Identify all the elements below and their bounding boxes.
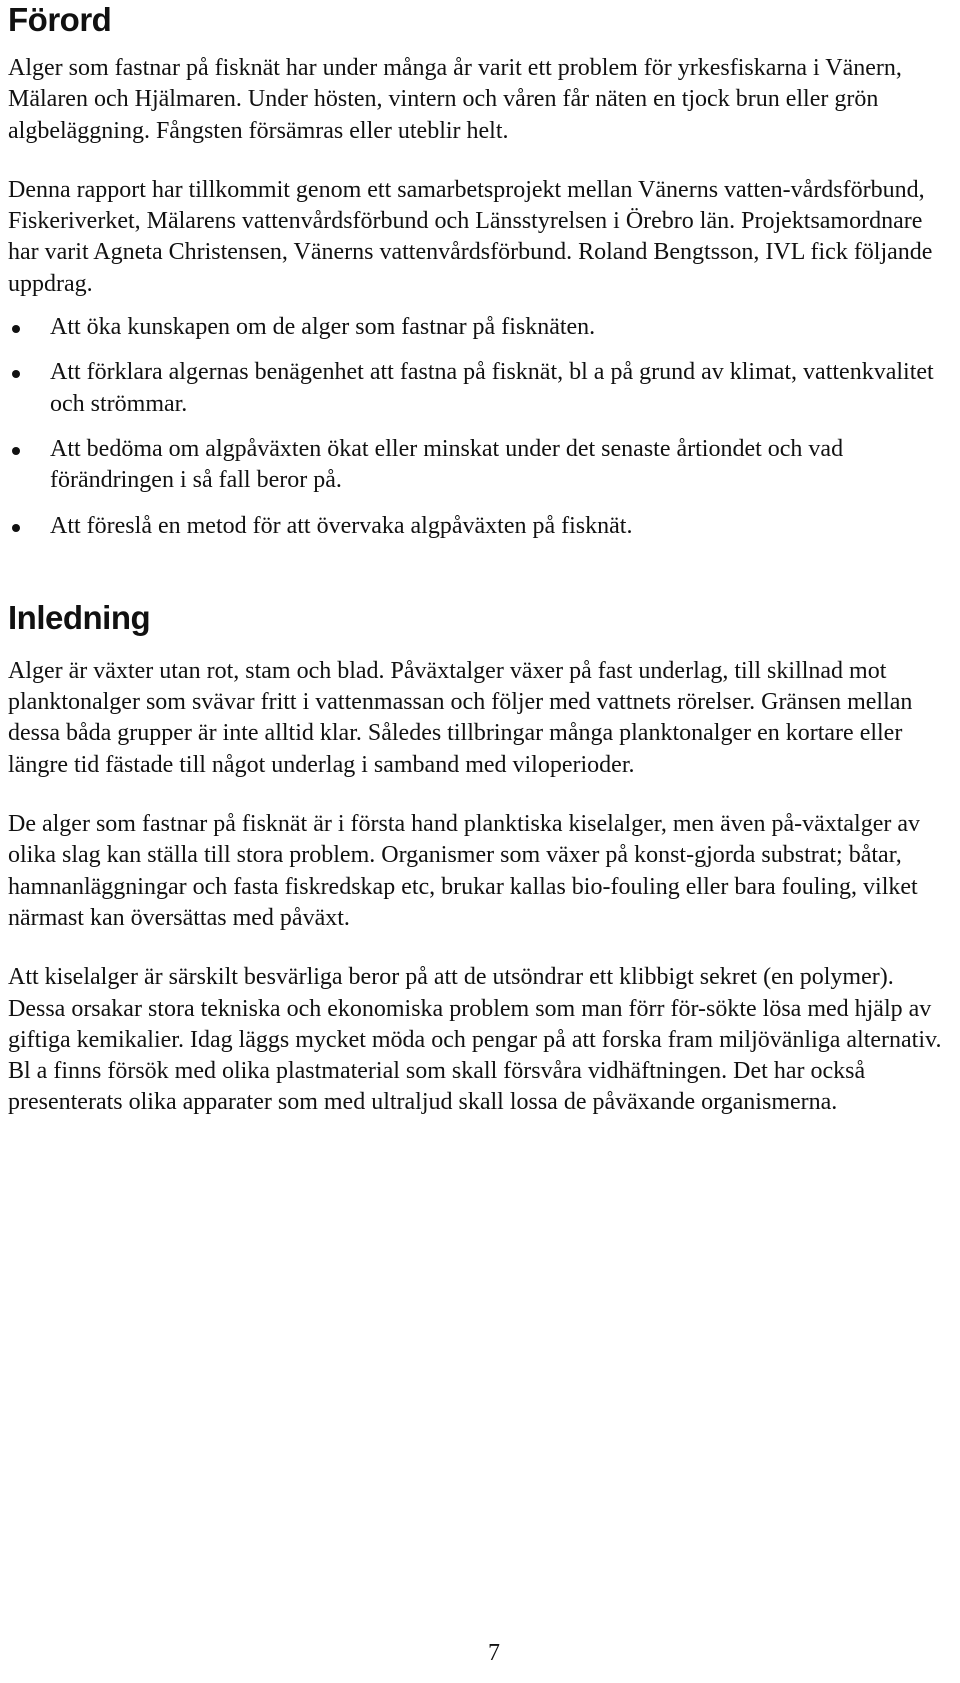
page-number-text: 7: [488, 1640, 500, 1666]
list-item: [8, 357, 952, 420]
list-item: [8, 312, 952, 343]
list-item-text: Att föreslå en metod för att övervaka algpåväxten på fisknät.: [50, 512, 633, 539]
inledning-paragraph-1: Alger är växter utan rot, stam och blad. Påväxtalger växer på fast underlag, till skillnad mot planktonalger som svävar fritt i vattenmassan och följer med vattnets rörelser. Gränsen mellan dessa båda grupper är inte alltid klar. Således tillbringar många planktonalger en kortare eller längre tid fästade till något underlag i samband med viloperioder.: [8, 657, 913, 778]
page-number: [0, 1638, 960, 1668]
heading-forord: Förord: [8, 1, 112, 38]
bullet-icon: [12, 524, 20, 532]
bullet-icon: [12, 370, 20, 378]
forord-paragraph-2: Denna rapport har tillkommit genom ett samarbetsprojekt mellan Vänerns vatten-vårdsförbund, Fiskeriverket, Mälarens vattenvårdsförbund och Länsstyrelsen i Örebro län. Projektsamordnare har varit Agneta Christensen, Vänerns vattenvårdsförbund. Roland Bengtsson, IVL fick följande uppdrag.: [8, 176, 933, 297]
bullet-icon: [12, 325, 20, 333]
forord-paragraph-1: Alger som fastnar på fisknät har under många år varit ett problem för yrkesfiskarna i Vänern, Mälaren och Hjälmaren. Under hösten, vintern och våren får näten en tjock brun eller grön algbeläggning. Fångsten försämras eller uteblir helt.: [8, 55, 902, 144]
list-item-text: Att förklara algernas benägenhet att fastna på fisknät, bl a på grund av klimat, vattenkvalitet och strömmar.: [50, 359, 934, 417]
list-item-text: Att öka kunskapen om de alger som fastnar på fisknäten.: [50, 314, 596, 341]
list-item-text: Att bedöma om algpåväxten ökat eller minskat under det senaste årtiondet och vad förändringen i så fall beror på.: [50, 435, 844, 494]
assignment-list: [8, 312, 952, 542]
heading-inledning: Inledning: [8, 598, 151, 636]
page-content: [8, 0, 952, 1119]
inledning-paragraph-3: Att kiselalger är särskilt besvärliga beror på att de utsöndrar ett klibbigt sekret (en polymer). Dessa orsakar stora tekniska och ekonomiska problem som man förr för-sökte lösa med hjälp av giftiga kemikalier. Idag läggs mycket möda och pengar på att forska fram miljövänliga alternativ. Bl a finns försök med olika plastmaterial som skall försvåra vidhäftningen. Det har också presenterats olika apparater som med ultraljud skall lossa de påväxande organismerna.: [8, 964, 942, 1116]
bullet-icon: [12, 447, 20, 455]
list-item: [8, 511, 952, 542]
inledning-paragraph-2: De alger som fastnar på fisknät är i första hand planktiska kiselalger, men även på-växtalger av olika slag kan ställa till stora problem. Organismer som växer på konst-gjorda substrat; båtar, hamnanläggningar och fasta fiskredskap etc, brukar kallas bio-fouling eller bara fouling, vilket närmast kan översättas med påväxt.: [8, 811, 921, 931]
list-item: [8, 434, 952, 497]
